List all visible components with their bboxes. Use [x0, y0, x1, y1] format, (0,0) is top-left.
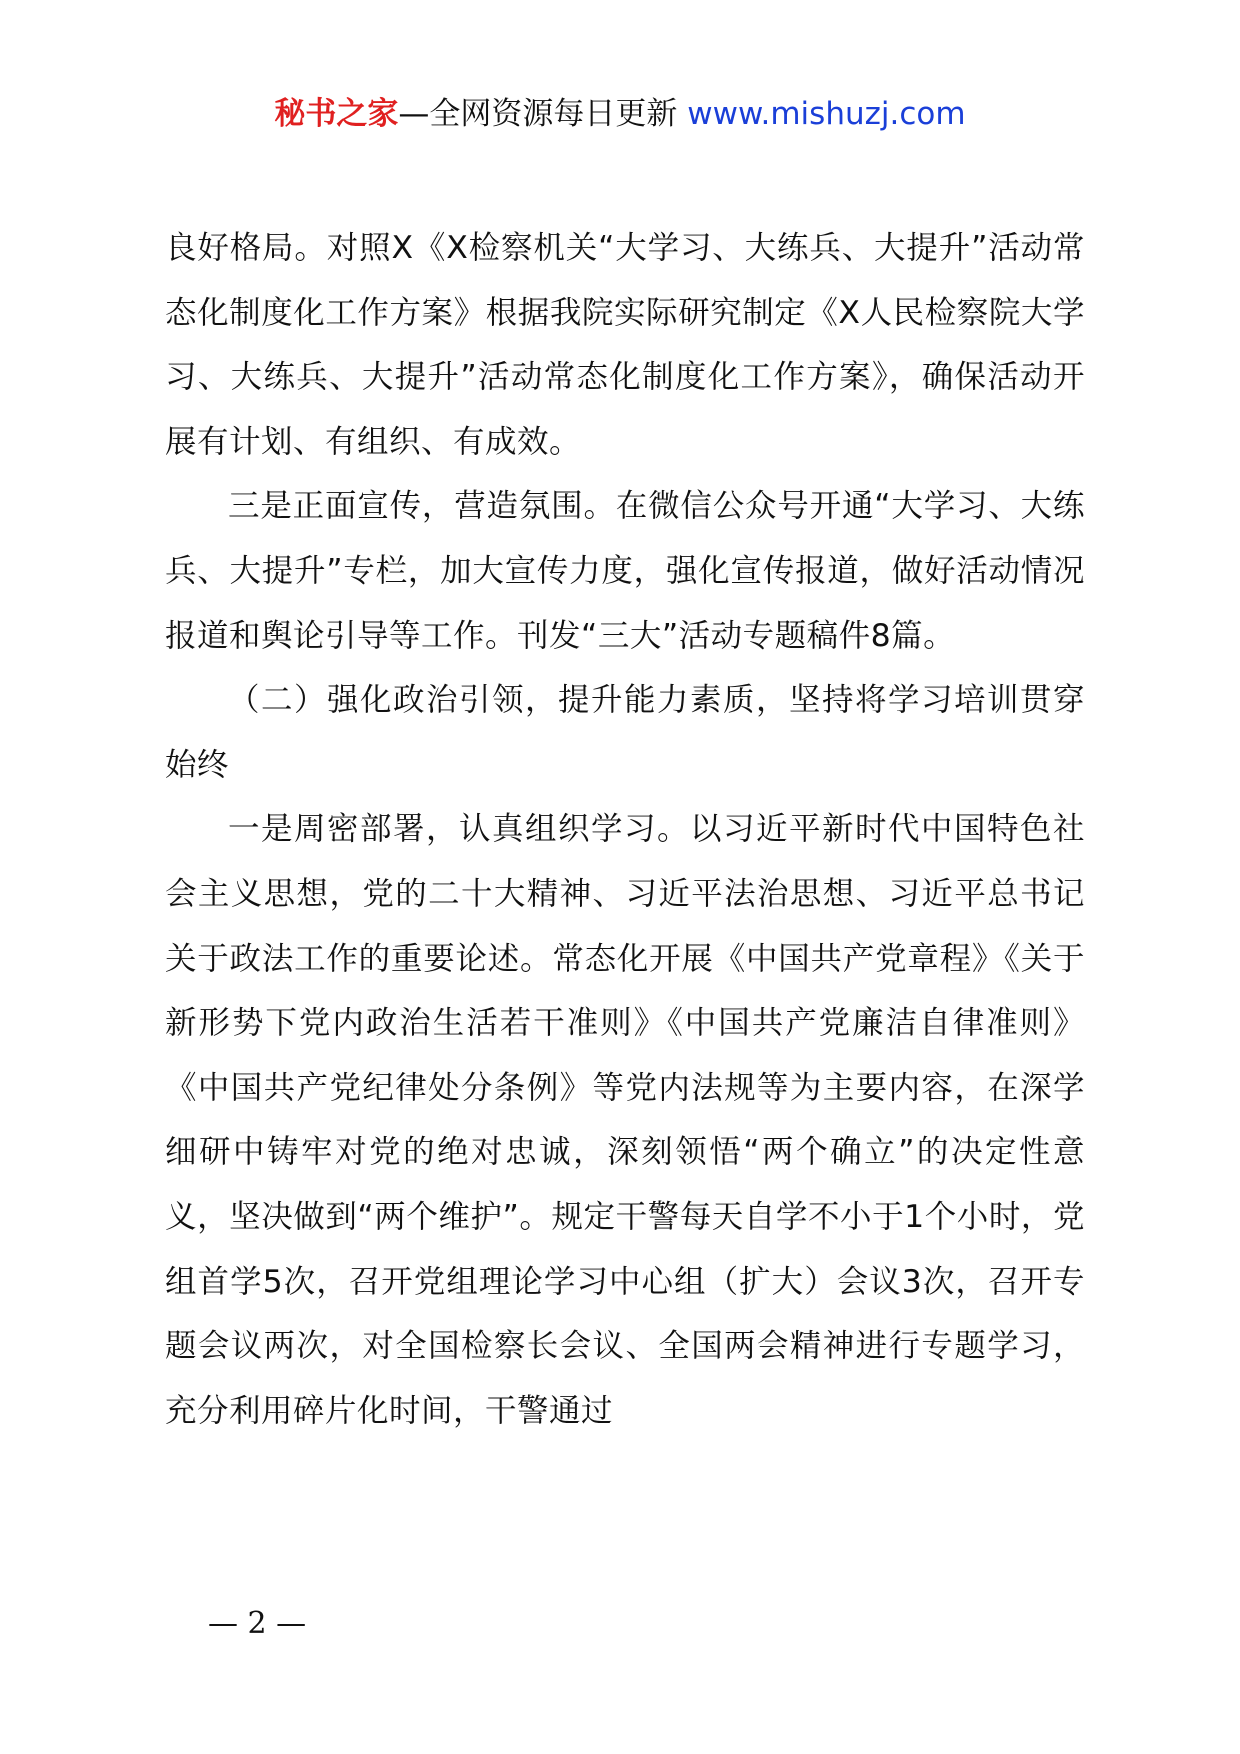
page-header: [0, 94, 1240, 134]
site-url[interactable]: www.mishuzj.com: [687, 96, 966, 132]
paragraph-continuation: 良好格局。对照X《X检察机关“大学习、大练兵、大提升”活动常态化制度化工作方案》根据我院实际研究制定《X人民检察院大学习、大练兵、大提升”活动常态化制度化工作方案》，确保活动开展有计划、有组织、有成效。: [165, 230, 1085, 460]
paragraph-publicity: 三是正面宣传，营造氛围。在微信公众号开通“大学习、大练兵、大提升”专栏，加大宣传力度，强化宣传报道，做好活动情况报道和舆论引导等工作。刊发“三大”活动专题稿件8篇。: [165, 488, 1085, 654]
section-heading: （二）强化政治引领，提升能力素质，坚持将学习培训贯穿始终: [165, 682, 1085, 783]
page-number: — 2 —: [208, 1606, 307, 1641]
document-body: [165, 216, 1085, 1443]
site-brand: 秘书之家: [274, 96, 399, 132]
site-slogan: —全网资源每日更新: [398, 96, 688, 132]
paragraph-study: 一是周密部署，认真组织学习。以习近平新时代中国特色社会主义思想，党的二十大精神、习近平法治思想、习近平总书记关于政法工作的重要论述。常态化开展《中国共产党章程》《关于新形势下党内政治生活若干准则》《中国共产党廉洁自律准则》《中国共产党纪律处分条例》等党内法规等为主要内容，在深学细研中铸牢对党的绝对忠诚，深刻领悟“两个确立”的决定性意义，坚决做到“两个维护”。规定干警每天自学不小于1个小时，党组首学5次，召开党组理论学习中心组（扩大）会议3次，召开专题会议两次，对全国检察长会议、全国两会精神进行专题学习，充分利用碎片化时间，干警通过: [165, 811, 1085, 1429]
